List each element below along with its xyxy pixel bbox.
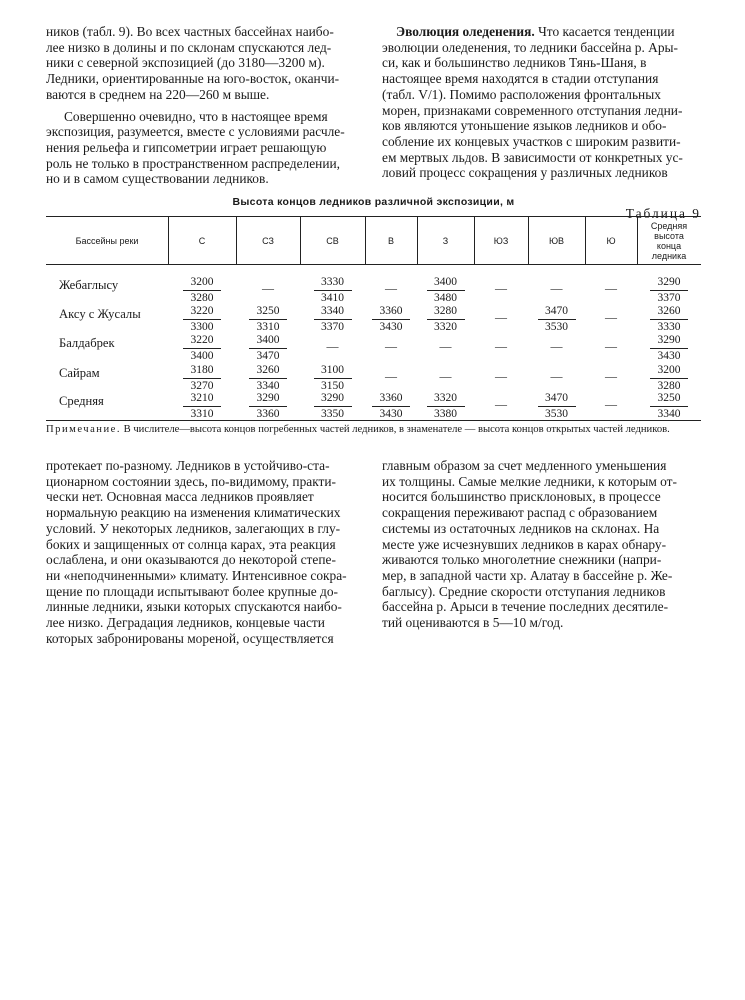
table-cell-fraction: [177, 276, 227, 304]
row-label: Сайрам: [59, 366, 100, 380]
table-cell-fraction: [366, 392, 416, 420]
denominator: 3320: [434, 320, 457, 333]
table-cell-fraction: [308, 276, 358, 304]
numerator: 3280: [434, 305, 457, 317]
numerator: 3290: [657, 334, 681, 346]
numerator: 3180: [190, 364, 214, 376]
numerator: 3330: [321, 276, 344, 288]
table-row: [46, 336, 701, 366]
table-cell-fraction: [421, 305, 471, 333]
paragraph: главным образом за счет медленного уменьшения их толщины. Самые мелкие ледники, к которым от- носится большинство присклоновых, в процессе сокращения переживают распад с образованием системы из остаточных ледников на склонах. На месте уже исчезнувших ледников в карах обнару- живаются только многолетние снежники (напри- мер, в западной части хр. Алатау в бассейне р. Же- баглысу). Средние скорости отступания ледников бассейна р. Арыси в течение последних десятиле- тий оцениваются в 5—10 м/год.: [382, 458, 677, 631]
denominator: 3430: [657, 349, 681, 362]
numerator: 3220: [190, 305, 214, 317]
numerator: 3360: [379, 392, 403, 404]
column-header: Ю: [606, 236, 616, 246]
column-divider: [637, 217, 638, 265]
row-label: Балдабрек: [59, 336, 115, 350]
table-row: [46, 307, 701, 337]
table-cell-fraction: [644, 276, 694, 304]
table-cell-empty: —: [605, 310, 617, 324]
numerator: 3220: [190, 334, 214, 346]
table-cell-fraction: [644, 392, 694, 420]
numerator: 3290: [256, 392, 280, 404]
numerator: 3470: [545, 392, 568, 404]
table-cell-fraction: [644, 305, 694, 333]
table-cell-fraction: [644, 364, 694, 392]
denominator: 3340: [256, 379, 280, 392]
denominator: 3380: [434, 407, 457, 420]
note-label: Примечание.: [46, 424, 121, 435]
numerator: 3400: [434, 276, 457, 288]
column-divider: [365, 217, 366, 265]
table-cell-empty: —: [550, 369, 563, 383]
denominator: 3430: [379, 320, 403, 333]
table-cell-empty: —: [495, 310, 507, 324]
paragraph: ников (табл. 9). Во всех частных бассейнах наибо- лее низко в долины и по склонам спускаются лед- ники с северной экспозицией (до 3180—3200 м). Ледники, ориентированные на юго-восток, оканчи- ваются в среднем на 220—260 м выше.: [46, 24, 340, 102]
numerator: 3260: [256, 364, 280, 376]
table-cell-fraction: [644, 334, 694, 362]
table-cell-empty: —: [326, 339, 339, 353]
column-divider: [300, 217, 301, 265]
table-cell-empty: —: [550, 339, 563, 353]
denominator: 3310: [190, 407, 214, 420]
table-cell-fraction: [177, 305, 227, 333]
denominator: 3480: [434, 291, 457, 304]
denominator: 3280: [190, 291, 214, 304]
column-divider: [585, 217, 586, 265]
table-cell-empty: —: [262, 281, 274, 295]
table-row: [46, 278, 701, 308]
note-text: В числителе—высота концов погребенных частей ледников, в знаменателе — высота концов открытых частей ледников.: [120, 424, 670, 435]
row-label: Средняя: [59, 394, 104, 408]
denominator: 3370: [657, 291, 681, 304]
table-cell-empty: —: [550, 281, 563, 295]
table-cell-empty: —: [605, 281, 617, 295]
numerator: 3360: [379, 305, 403, 317]
paragraph: протекает по-разному. Ледников в устойчиво-ста- ционарном состоянии здесь, по-видимому, практи- чески нет. Основная масса ледников проявляет нормальную реакцию на изменения климатических условий. У некоторых ледников, залегающих в глу- боких и защищенных от солнца карах, эта реакция ослаблена, и они оказываются до некоторой степе- ни «неподчиненными» климату. Интенсивное сокра- щение по площади испытывают более крупные до- линные ледники, языки которых спускаются наибо- лее низко. Деградация ледников, концевые части которых забронированы мореной, осуществляется: [46, 458, 347, 646]
denominator: 3330: [657, 320, 681, 333]
column-header: Средняя высота конца ледника: [650, 221, 688, 261]
column-header: З: [442, 236, 449, 246]
column-header: С: [198, 236, 206, 246]
numerator: 3340: [321, 305, 344, 317]
table-cell-empty: —: [439, 339, 452, 353]
numerator: 3320: [434, 392, 457, 404]
table-cell-empty: —: [385, 339, 397, 353]
left-bottom-text: [46, 458, 364, 646]
denominator: 3530: [545, 407, 568, 420]
table-cell-empty: —: [495, 397, 507, 411]
table-note: [46, 424, 701, 437]
left-top-text: [46, 24, 364, 187]
table-cell-fraction: [177, 392, 227, 420]
paragraph: Совершенно очевидно, что в настоящее время экспозиция, разумеется, вместе с условиями расчле- нения рельефа и гипсометрии играет решающую роль не только в пространственном распределении, но и в самом существовании ледников.: [46, 108, 345, 187]
table-cell-empty: —: [605, 339, 617, 353]
numerator: 3260: [657, 305, 681, 317]
table-cell-fraction: [308, 392, 358, 420]
column-divider: [528, 217, 529, 265]
denominator: 3350: [321, 407, 344, 420]
table-cell-empty: —: [495, 281, 507, 295]
numerator: 3250: [657, 392, 681, 404]
numerator: 3290: [657, 276, 681, 288]
numerator: 3210: [190, 392, 214, 404]
numerator: 3400: [256, 334, 280, 346]
table-cell-fraction: [243, 364, 293, 392]
right-top-text: [382, 24, 700, 181]
numerator: 3200: [657, 364, 681, 376]
denominator: 3410: [321, 291, 344, 304]
column-divider: [236, 217, 237, 265]
column-header: ЮЗ: [493, 236, 509, 246]
table-cell-fraction: [177, 364, 227, 392]
column-header: СЗ: [262, 236, 274, 246]
table-cell-fraction: [243, 392, 293, 420]
table-cell-empty: —: [495, 369, 507, 383]
column-divider: [474, 217, 475, 265]
denominator: 3530: [545, 320, 568, 333]
table-cell-empty: —: [385, 369, 397, 383]
denominator: 3430: [379, 407, 403, 420]
table-cell-fraction: [243, 305, 293, 333]
column-header: В: [387, 236, 394, 246]
table-row: [46, 394, 701, 424]
denominator: 3270: [190, 379, 214, 392]
table-cell-fraction: [532, 305, 582, 333]
denominator: 3470: [256, 349, 280, 362]
table-cell-empty: —: [605, 369, 617, 383]
table-cell-fraction: [308, 305, 358, 333]
column-header: СВ: [326, 236, 339, 246]
table-cell-fraction: [421, 276, 471, 304]
table-cell-fraction: [532, 392, 582, 420]
right-bottom-text: [382, 458, 700, 631]
column-header: Бассейны реки: [75, 236, 139, 246]
table-cell-empty: —: [605, 397, 617, 411]
numerator: 3250: [256, 305, 280, 317]
table-cell-fraction: [177, 334, 227, 362]
column-divider: [168, 217, 169, 265]
numerator: 3470: [545, 305, 568, 317]
numerator: 3200: [190, 276, 214, 288]
paragraph: Эволюция оледенения. Что касается тенденции эволюции оледенения, то ледники бассейна р. Ары- си, как и большинство ледников Тянь-Шаня, в настоящее время находятся в стадии отступания (табл. V/1). Помимо расположения фронтальных морен, признаками современного отступания ледни- ков являются утоньшение языков ледников и обо- собление их концевых участков с широким развити- ем мертвых льдов. В зависимости от конкретных ус- ловий процесс сокращения у различных ледников: [382, 24, 683, 181]
table-cell-empty: —: [439, 369, 452, 383]
denominator: 3370: [321, 320, 344, 333]
denominator: 3150: [321, 379, 344, 392]
row-label: Аксу с Жусалы: [59, 307, 141, 321]
column-header: ЮВ: [548, 236, 565, 246]
numerator: 3100: [321, 364, 344, 376]
table-cell-fraction: [308, 364, 358, 392]
numerator: 3290: [321, 392, 344, 404]
table-cell-empty: —: [495, 339, 507, 353]
denominator: 3310: [256, 320, 280, 333]
table-label: Таблица 9: [625, 206, 701, 221]
row-label: Жебаглысу: [59, 278, 119, 292]
table-cell-fraction: [366, 305, 416, 333]
table-cell-fraction: [243, 334, 293, 362]
section-heading: Эволюция оледенения.: [396, 24, 535, 39]
denominator: 3280: [657, 379, 681, 392]
table-cell-empty: —: [385, 281, 397, 295]
table-title: Высота концов ледников различной экспозиции, м: [232, 196, 515, 208]
denominator: 3360: [256, 407, 280, 420]
table-cell-fraction: [421, 392, 471, 420]
denominator: 3340: [657, 407, 681, 420]
denominator: 3300: [190, 320, 214, 333]
column-divider: [417, 217, 418, 265]
denominator: 3400: [190, 349, 214, 362]
